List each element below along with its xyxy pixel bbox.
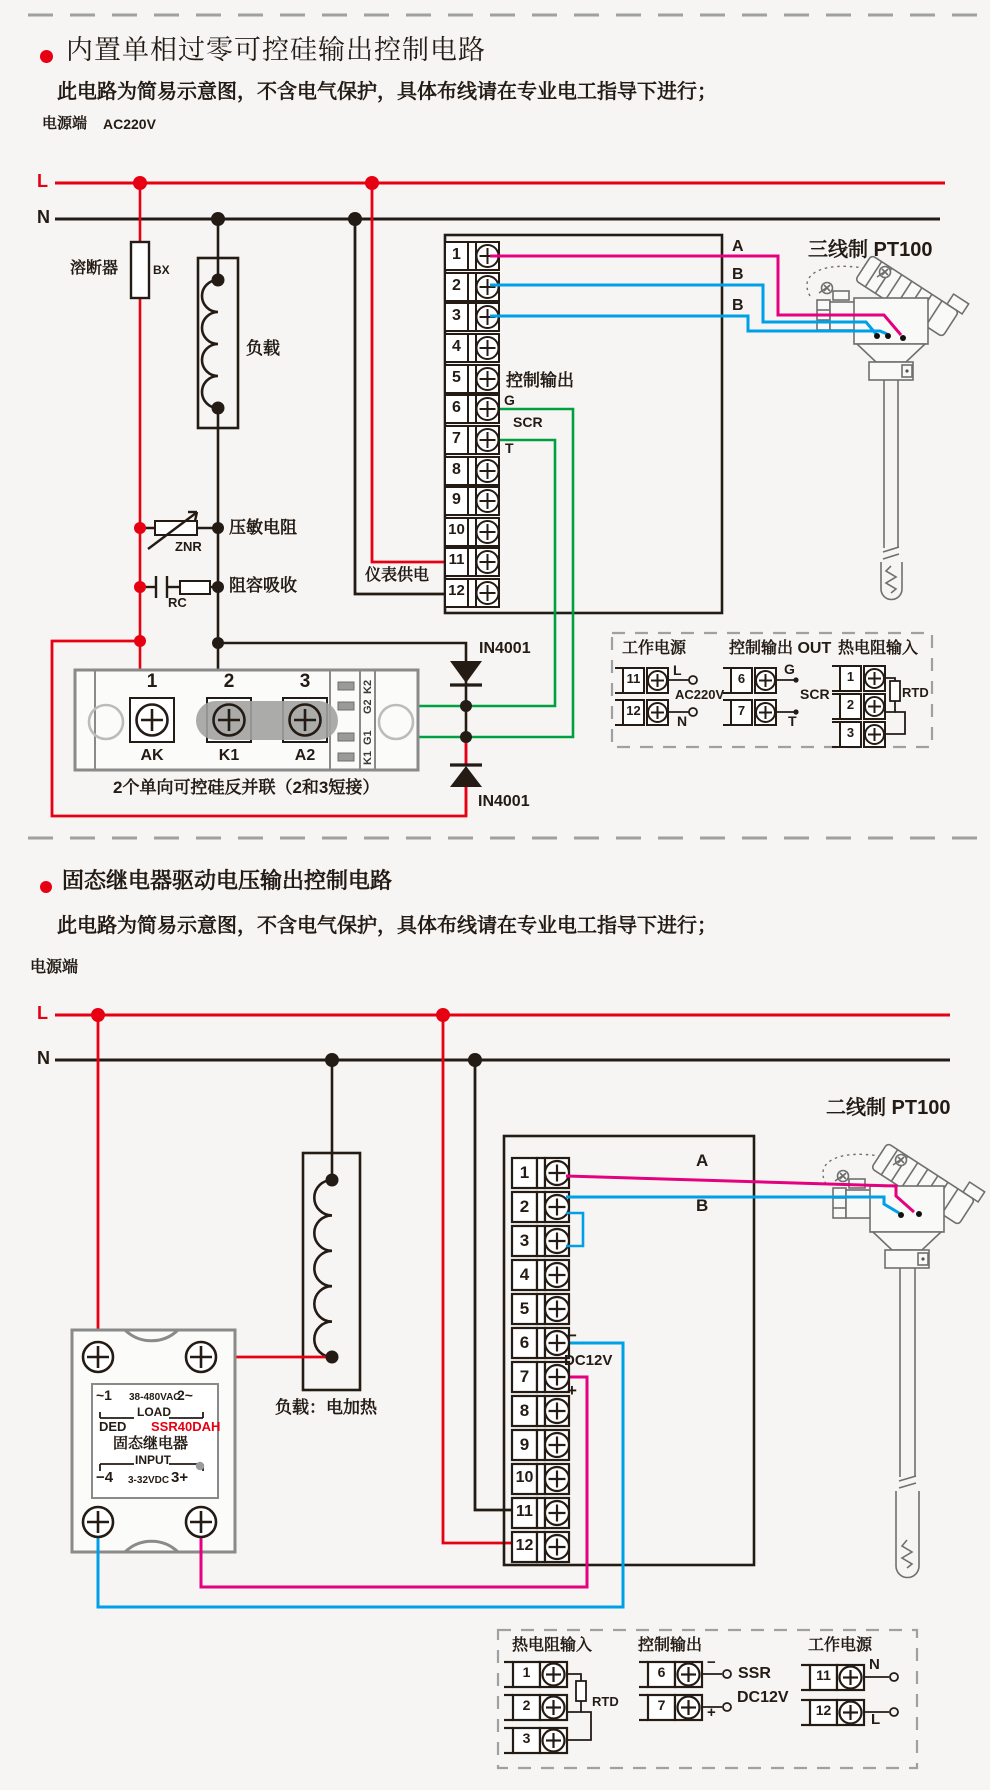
line-n-label-2: N [37,1048,50,1068]
t2-num: 6 [519,1333,530,1352]
fuse-label: 溶断器 [70,260,119,277]
t1-num: 12 [448,582,465,599]
legend2-t12: 12 [815,1702,832,1718]
legend2-n: N [869,1656,880,1673]
neutral-feed-2 [475,1060,514,1510]
legend2-rtd: RTD [592,1694,619,1709]
module-caption: 2个单向可控硅反并联（2和3短接） [113,778,380,797]
section1-subtitle: 此电路为简易示意图，不含电气保护，具体布线请在专业电工指导下进行； [57,81,717,103]
t1-num: 9 [452,491,461,508]
t1-num: 1 [452,246,461,263]
t2-num: 2 [519,1197,530,1216]
ssr-vdc: 3-32VDC [128,1475,170,1486]
legend1-ac: AC220V [675,687,725,702]
legend1-rtd: RTD [902,685,929,700]
wire-b1-label-1: B [732,266,744,283]
ssr-minus4: −4 [96,1469,114,1486]
load-label-2: 负载：电加热 [275,1398,377,1417]
pad-label: K2 [362,679,374,694]
legend1-t7: 7 [737,703,746,718]
ssr-load: LOAD [137,1405,171,1419]
module-num-3: 3 [299,671,311,692]
legend2-t2: 2 [522,1697,531,1713]
t2-num: 3 [519,1231,530,1250]
t1-num: 5 [452,369,461,386]
line-l-label-2: L [37,1003,48,1023]
ssr-ac2: 2~ [177,1387,193,1403]
legend2-out-title: 控制输出 [638,1637,703,1654]
module-ak-label: AK [140,747,164,764]
ssr-brand: DED [99,1419,127,1434]
pt100-sensor-2wire [823,1133,985,1577]
ssr-input: INPUT [135,1453,171,1467]
legend1-t3: 3 [846,725,855,740]
t1-num: 4 [452,338,461,355]
junction-dots-1 [133,176,472,743]
legend2-t11: 11 [816,1667,831,1683]
legend1-t12: 12 [626,703,641,718]
ssr-plus3: 3+ [171,1469,189,1486]
g-label-1: G [504,392,515,408]
module-num-2: 2 [223,671,235,692]
fuse-branch [131,183,149,706]
t1-num: 7 [452,430,461,447]
legend2-t6: 6 [657,1664,666,1680]
legend1-g: G [784,661,795,677]
legend1-n: N [677,713,688,729]
module-k1-label: K1 [218,747,240,764]
meter-supply-label: 仪表供电 [365,567,430,584]
legend1-t: T [788,713,797,729]
t1-num: 10 [448,521,465,538]
rc-code-label: RC [168,595,187,610]
power-rails-2 [55,1015,950,1060]
circuit1 [52,176,969,816]
wire-b-label-2: B [696,1196,709,1215]
legend2-power-title: 工作电源 [808,1637,873,1654]
heater-load [303,1060,360,1390]
t2-num: 5 [519,1299,530,1318]
pad-label: K1 [362,750,374,765]
t2-num: 1 [519,1163,530,1182]
znr-code-label: ZNR [175,539,202,554]
section2-subtitle: 此电路为简易示意图，不含电气保护，具体布线请在专业电工指导下进行； [57,915,717,937]
power-rails-1 [55,183,945,219]
diode2-label: IN4001 [478,793,530,810]
legend1-power-title: 工作电源 [622,640,687,657]
module-a2-label: A2 [294,747,316,764]
legend1-out-title: 控制输出 OUT [729,640,832,657]
znr-label: 压敏电阻 [229,518,297,537]
pad-label: G1 [362,730,374,745]
t2-num: 4 [519,1265,530,1284]
scr-module [75,670,418,770]
line-l-label-1: L [37,171,48,191]
section2-bullet [40,881,52,893]
dc-minus-label: − [567,1326,577,1345]
line-n-label-1: N [37,207,50,227]
t1-num: 6 [452,399,461,416]
legend2-t7: 7 [657,1697,666,1713]
pt100-sensor-3wire [807,245,969,599]
dc-plus-label: + [567,1381,577,1400]
legend2-dc: DC12V [737,1689,789,1706]
t1-num: 8 [452,461,461,478]
section1-bullet [40,50,53,63]
legend1-rtd-title: 热电阻输入 [838,640,919,657]
legend2-plus: + [707,1704,716,1721]
wire-a-label-2: A [696,1151,709,1170]
rc-label: 阻容吸收 [229,576,297,595]
t2-num: 8 [519,1401,530,1420]
legend2-t1: 1 [522,1664,531,1680]
load-label-1: 负载 [246,339,280,358]
legend2-l: L [871,1711,881,1728]
legend2-t3: 3 [522,1730,531,1746]
ssr-model: SSR40DAH [151,1419,221,1434]
section1-title: 内置单相过零可控硅输出控制电路 [66,35,486,65]
ssr-name: 固态继电器 [113,1435,189,1452]
legend1-t6: 6 [737,671,746,686]
ac-voltage-label-1: AC220V [103,116,156,132]
legend2-minus: − [707,1654,716,1671]
meter-supply-wires [355,183,446,594]
t1-num: 3 [452,307,461,324]
t1-num: 2 [452,277,461,294]
t2-num: 12 [515,1537,534,1554]
legend2-ssr: SSR [738,1665,771,1682]
power-end-label-1: 电源端 [42,115,88,132]
legend2-rtd-title: 热电阻输入 [512,1637,593,1654]
wire-b2-label-1: B [732,297,744,314]
diode1-label: IN4001 [479,640,531,657]
pad-label: G2 [362,699,374,714]
legend1-t2: 2 [846,697,855,712]
t2-num: 10 [515,1469,534,1486]
t-label-1: T [505,440,514,456]
ssr-ac1: ~1 [96,1387,112,1403]
t2-num: 7 [519,1367,530,1386]
sensor-label-1: 三线制 PT100 [808,239,933,261]
t1-num: 11 [448,551,465,568]
t2-num: 9 [519,1435,530,1454]
sensor-label-2: 二线制 PT100 [826,1097,951,1119]
scr-label-1: SCR [513,414,543,430]
legend1-t11: 11 [626,671,641,686]
legend1-scr: SCR [800,686,830,702]
dc12v-label: DC12V [564,1352,613,1369]
ctrl-out-label-1: 控制输出 [506,371,574,390]
terminal-block-2 [512,1158,569,1562]
section2-title: 固态继电器驱动电压输出控制电路 [62,868,393,893]
wire-a-label-1: A [732,238,744,255]
module-num-1: 1 [146,671,158,692]
legend1-l: L [673,662,682,678]
power-end-label-2: 电源端 [30,959,79,976]
t2-num: 11 [516,1503,533,1520]
legend1-t1: 1 [846,669,855,684]
fuse-code-label: BX [153,263,170,277]
ssr-vac: 38-480VAC [129,1392,181,1403]
